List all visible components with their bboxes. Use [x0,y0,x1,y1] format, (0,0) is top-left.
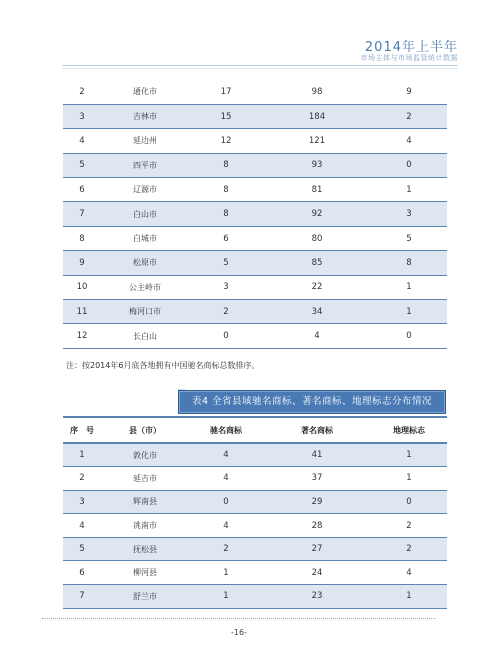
cell-famous: 80 [311,233,323,244]
table-row [63,561,447,585]
cell-name: 通化市 [133,87,157,97]
cell-no: 4 [79,135,85,146]
cell-no: 8 [79,233,85,244]
cell-no: 9 [79,257,85,268]
cell-well-known: 3 [223,282,229,293]
cell-well-known: 4 [223,520,229,531]
cell-well-known: 2 [223,544,229,555]
cell-famous: 34 [311,306,323,317]
cell-famous: 4 [314,331,320,342]
cell-well-known: 17 [220,86,232,97]
cell-name: 延吉市 [133,473,157,483]
cell-famous: 22 [311,282,323,293]
cell-well-known: 15 [220,111,232,122]
cell-well-known: 12 [220,135,232,146]
table-row [63,443,447,467]
cell-name: 吉林市 [133,112,157,122]
cell-famous: 37 [311,473,323,484]
table-header-row [63,417,447,443]
col-header-famous: 著名商标 [301,425,333,435]
cell-no: 2 [79,86,85,97]
cell-no: 1 [79,450,85,461]
table-row [63,251,447,275]
cell-geo: 8 [406,257,412,268]
cell-well-known: 4 [223,450,229,461]
cell-well-known: 1 [223,591,229,602]
cell-no: 7 [79,209,85,220]
cell-geo: 4 [406,567,412,578]
cell-famous: 23 [311,591,323,602]
table-row [63,514,447,538]
cell-well-known: 8 [223,184,229,195]
cell-name: 延边州 [133,136,157,146]
cell-geo: 2 [406,111,412,122]
cell-no: 3 [79,496,85,507]
table-row [63,153,447,177]
cell-name: 梅河口市 [129,307,161,317]
county-trademark-table [63,416,447,609]
cell-no: 5 [79,544,85,555]
cell-famous: 81 [311,184,323,195]
cell-name: 抚松县 [133,544,157,554]
cell-geo: 9 [406,86,412,97]
header-divider-secondary [62,68,458,69]
cell-no: 6 [79,184,85,195]
header-title: 2014年上半年 [364,40,458,55]
cell-name: 洮南市 [133,521,157,531]
cell-well-known: 5 [223,257,229,268]
city-trademark-table [63,80,447,349]
table-note: 注：按2014年6月底各地拥有中国驰名商标总数排序。 [66,361,260,370]
header-subtitle: 市场主体与市场监管统计数据 [360,54,458,62]
cell-famous: 41 [311,450,323,461]
table-row [63,467,447,491]
footer-divider [42,618,436,619]
table-row [63,104,447,128]
table-row [63,537,447,561]
cell-name: 敦化市 [133,450,157,460]
col-header-geo: 地理标志 [393,425,425,435]
table-row [63,129,447,153]
cell-famous: 27 [311,544,323,555]
cell-no: 2 [79,473,85,484]
table-row [63,226,447,250]
table-row [63,202,447,226]
table-row [63,324,447,348]
cell-name: 松原市 [133,258,157,268]
cell-no: 11 [76,306,88,317]
cell-geo: 0 [406,496,412,507]
table-row [63,275,447,299]
cell-name: 柳河县 [133,568,157,578]
cell-no: 3 [79,111,85,122]
cell-famous: 92 [311,209,323,220]
cell-geo: 1 [406,450,412,461]
cell-well-known: 8 [223,160,229,171]
cell-geo: 0 [406,160,412,171]
cell-well-known: 4 [223,473,229,484]
cell-well-known: 0 [223,496,229,507]
table-row [63,80,447,104]
cell-geo: 2 [406,520,412,531]
city-trademark-table-body [63,80,447,348]
cell-geo: 5 [406,233,412,244]
cell-famous: 28 [311,520,323,531]
cell-name: 白城市 [133,234,157,244]
cell-famous: 184 [308,111,326,122]
cell-famous: 93 [311,160,323,171]
county-trademark-table-body [63,443,447,608]
cell-no: 10 [76,282,88,293]
cell-name: 白山市 [133,209,157,219]
cell-no: 4 [79,520,85,531]
col-header-no: 序 号 [70,425,94,435]
cell-famous: 24 [311,567,323,578]
col-header-county: 县（市） [129,425,161,435]
cell-name: 舒兰市 [133,591,157,601]
cell-geo: 1 [406,591,412,602]
cell-geo: 3 [406,209,412,220]
cell-geo: 1 [406,184,412,195]
cell-geo: 1 [406,473,412,484]
page-number: -16- [231,628,247,637]
table-row [63,585,447,609]
cell-geo: 0 [406,331,412,342]
cell-well-known: 6 [223,233,229,244]
cell-well-known: 2 [223,306,229,317]
cell-no: 5 [79,160,85,171]
cell-geo: 1 [406,306,412,317]
table-row [63,178,447,202]
cell-geo: 1 [406,282,412,293]
cell-famous: 29 [311,496,323,507]
header-divider [62,65,458,66]
table-row [63,490,447,514]
cell-famous: 98 [311,86,323,97]
cell-well-known: 8 [223,209,229,220]
cell-famous: 85 [311,257,323,268]
cell-geo: 4 [406,135,412,146]
cell-well-known: 0 [223,331,229,342]
cell-name: 辉南县 [133,497,157,507]
table4-title: 表4 全省县域驰名商标、著名商标、地理标志分布情况 [178,390,446,414]
cell-name: 四平市 [133,160,157,170]
col-header-well-known: 驰名商标 [210,425,242,435]
cell-name: 辽源市 [133,185,157,195]
cell-no: 6 [79,567,85,578]
cell-name: 长白山 [133,331,157,341]
cell-famous: 121 [308,135,326,146]
cell-name: 公主岭市 [129,282,161,292]
table-row [63,300,447,324]
cell-no: 7 [79,591,85,602]
cell-no: 12 [76,331,88,342]
cell-geo: 2 [406,544,412,555]
cell-well-known: 1 [223,567,229,578]
